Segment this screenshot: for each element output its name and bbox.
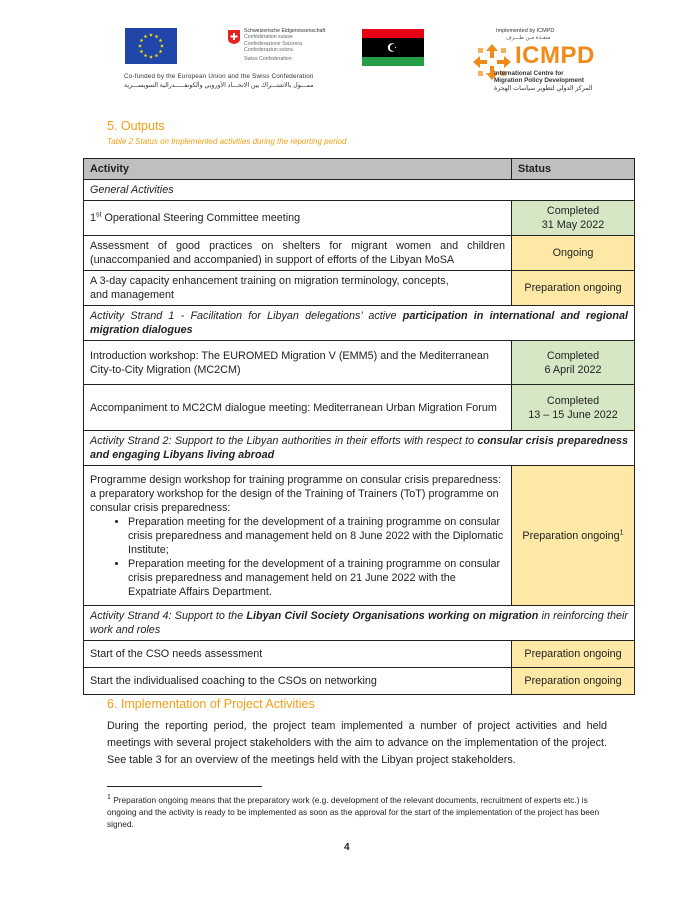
activity-text: and management — [90, 289, 175, 301]
table-row — [84, 385, 635, 431]
table-row — [84, 236, 635, 271]
activity-cell — [84, 341, 512, 385]
activity-text: 1 — [90, 212, 97, 224]
activity-text: Programme design workshop for training programme on consular crisis preparedness: a preparatory workshop for the design of the Training of Trainers (ToT) programme on consular crisis preparedness: — [90, 473, 502, 514]
footnote-mark: 1 — [107, 794, 111, 802]
list-item: • Preparation meeting for the development of a training programme on consular crisis preparedness and management held on 21 June 2022 with the Expatriate Affairs Department. — [128, 557, 505, 599]
status-cell: Preparation ongoing — [512, 641, 635, 668]
superscript: st — [96, 211, 102, 219]
swiss-text-line: Confederaziun svizra — [244, 46, 293, 53]
activity-cell: Start of the CSO needs assessment — [84, 641, 512, 668]
status-date: 31 May 2022 — [541, 219, 605, 231]
activity-cell: Accompaniment to MC2CM dialogue meeting: Mediterranean Urban Migration Forum — [84, 385, 512, 431]
status-text: Preparation ongoing — [522, 529, 620, 542]
swiss-text-line: Confédération suisse — [244, 34, 293, 41]
bullet-list — [90, 515, 505, 599]
strand-heading — [84, 431, 635, 466]
section-title: 5. Outputs — [107, 119, 165, 133]
table-row — [84, 306, 635, 341]
status-date: 6 April 2022 — [544, 363, 602, 376]
status-cell — [512, 385, 635, 431]
icmpd-implemented-text: Implemented by ICMPD — [496, 28, 555, 34]
table-header-row — [84, 159, 635, 180]
page-number: 4 — [344, 842, 350, 853]
status-cell: Ongoing — [512, 236, 635, 271]
footnote-text: Preparation ongoing means that the preparatory work (e.g. development of the relevant documents, recruitment of experts etc.) is ongoing and the activity is ready to be implemented as soon as the approval for the start of the implementation of the project has been signed. — [107, 795, 600, 829]
footnote-ref[interactable]: 1 — [619, 528, 624, 536]
footnote-divider — [107, 786, 262, 787]
swiss-cross-logo — [228, 30, 240, 44]
icmpd-subtitle: International Centre for — [494, 70, 564, 77]
table-row — [84, 180, 635, 201]
body-paragraph: During the reporting period, the project team implemented a number of project activities and held meetings with several project stakeholders with the aim to advance on the implementation of the project. See table 3 for an overview of the meetings held with the Libyan project stakeholders. — [107, 720, 607, 766]
strand-text-bold: consular crisis preparedness and engaging Libyans living abroad — [90, 435, 628, 461]
group-heading: General Activities — [84, 180, 635, 201]
activity-text: Introduction workshop: The EUROMED Migration V (EMM5) and the Mediterranean — [90, 349, 489, 362]
column-header-status: Status — [512, 159, 635, 180]
section-title: 6. Implementation of Project Activities — [107, 697, 315, 711]
strand-text: Activity Strand 4: Support to the — [90, 610, 247, 622]
status-text: Completed — [546, 205, 600, 217]
swiss-text-line: Confederazione Svizzera — [244, 40, 302, 47]
table-row — [84, 271, 635, 306]
status-cell — [512, 341, 635, 385]
strand-text: Activity Strand 2: Support to the Libyan authorities in their efforts with respect to — [90, 435, 478, 447]
swiss-text-line: Swiss Confederation — [244, 56, 292, 63]
status-date: 13 – 15 June 2022 — [528, 408, 618, 421]
strand-text: Activity Strand 1 - Facilitation for Libyan delegations’ active — [90, 310, 403, 322]
swiss-confederation-text — [244, 28, 334, 62]
table-caption: Table 2 Status on Implemented activities during the reporting period — [107, 137, 347, 146]
footnote — [107, 794, 607, 830]
table-row — [84, 201, 635, 236]
activity-cell — [84, 201, 512, 236]
status-cell: Preparation ongoing — [512, 668, 635, 695]
status-text: Completed — [546, 394, 600, 407]
icmpd-wordmark: ICMPD — [515, 42, 595, 69]
activity-cell — [84, 466, 512, 606]
table-row — [84, 466, 635, 606]
column-header-activity: Activity — [84, 159, 512, 180]
strand-heading — [84, 606, 635, 641]
eu-flag-logo — [125, 28, 177, 64]
cofunded-text: Co-funded by the European Union and the Swiss Confederation — [124, 73, 314, 80]
strand-heading — [84, 306, 635, 341]
activity-text: Operational Steering Committee meeting — [101, 212, 301, 224]
strand-text: in reinforcing their work and roles — [90, 610, 628, 636]
strand-text-bold: participation in international and regional migration dialogues — [90, 310, 628, 336]
icmpd-subtitle: Migration Policy Development — [494, 77, 584, 84]
strand-text-bold: Libyan Civil Society Organisations working on migration — [246, 610, 539, 622]
status-table — [83, 158, 635, 695]
table-row — [84, 431, 635, 466]
status-cell — [512, 466, 635, 606]
table-row — [84, 341, 635, 385]
icmpd-arabic-top: منفـذة مـن طـــرف — [506, 35, 551, 41]
activity-cell — [84, 271, 512, 306]
table-row — [84, 641, 635, 668]
cofunded-text-arabic: ممـــول بالاشتـــراك بين الاتحـــاد الأوروبي والكونفـــــدرالية السويســـرية — [124, 82, 314, 89]
icmpd-subtitle-arabic: المركز الدولي لتطوير سياسات الهجرة — [494, 85, 593, 92]
status-cell — [512, 201, 635, 236]
table-row — [84, 668, 635, 695]
status-text: Completed — [546, 349, 600, 362]
activity-text: City-to-City Migration (MC2CM) — [90, 363, 241, 376]
swiss-text-line: Schweizerische Eidgenossenschaft — [244, 28, 326, 34]
list-item: • Preparation meeting for the development of a training programme on consular crisis preparedness and management held on 8 June 2022 with the Diplomatic Institute; — [128, 515, 505, 557]
activity-text: A 3-day capacity enhancement training on migration terminology, concepts, — [90, 275, 449, 287]
status-cell: Preparation ongoing — [512, 271, 635, 306]
table-row — [84, 606, 635, 641]
activity-cell: Start the individualised coaching to the CSOs on networking — [84, 668, 512, 695]
activity-cell: Assessment of good practices on shelters for migrant women and children (unaccompanied and accompanied) in support of efforts of the Libyan MoSA — [84, 236, 512, 271]
libya-flag-logo — [362, 29, 424, 66]
